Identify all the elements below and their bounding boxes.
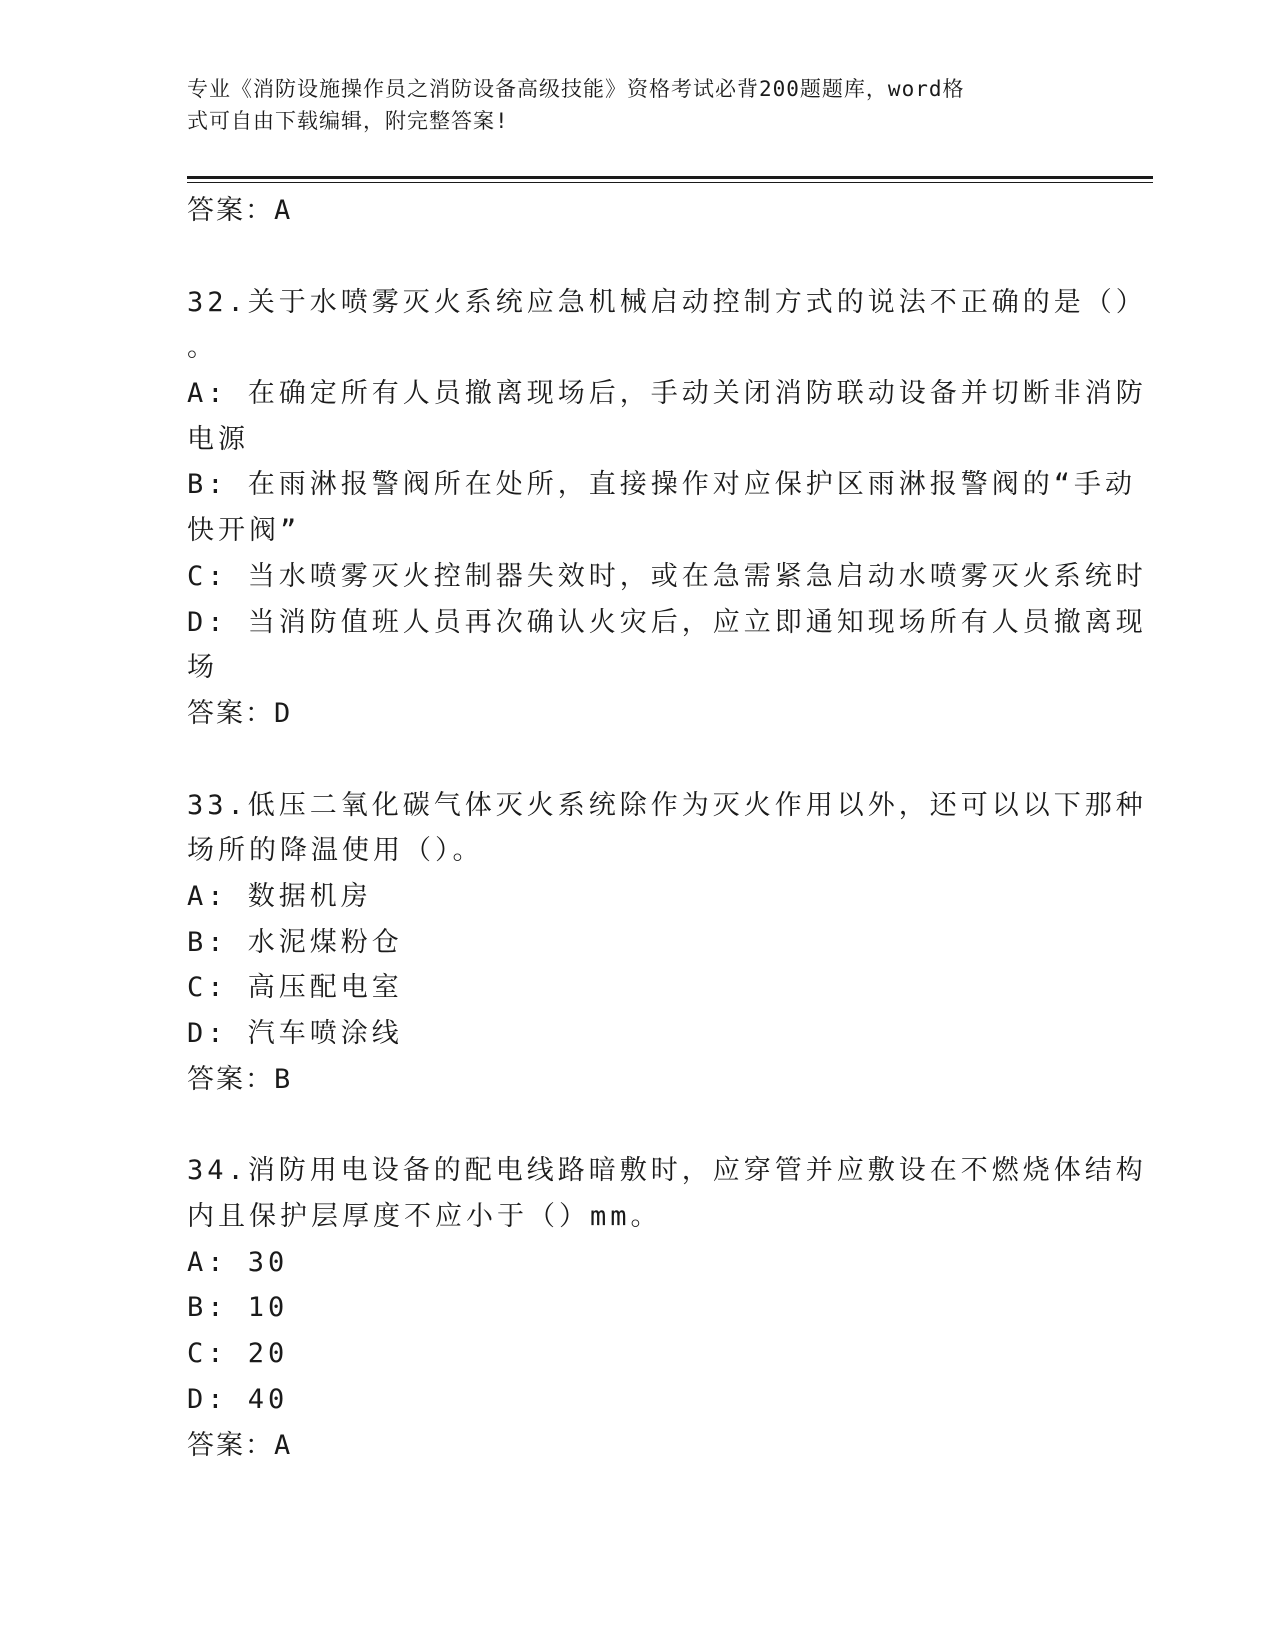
- header-line-1: 专业《消防设施操作员之消防设备高级技能》资格考试必背200题题库，word格: [187, 77, 965, 101]
- question-stem-line: 32.关于水喷雾灭火系统应急机械启动控制方式的说法不正确的是（）: [187, 286, 1147, 318]
- question-block: [187, 783, 1147, 1103]
- option-a-line: A: 在确定所有人员撤离现场后，手动关闭消防联动设备并切断非消防: [187, 378, 1147, 410]
- option-c-line: C: 高压配电室: [187, 972, 403, 1004]
- header-divider-thin: [187, 182, 1153, 183]
- spacer: [187, 737, 1087, 783]
- option-a-line: A: 数据机房: [187, 880, 372, 912]
- option-d-line: D: 汽车喷涂线: [187, 1018, 403, 1049]
- spacer: [187, 234, 1087, 280]
- answer-previous: 答案：A: [187, 195, 293, 226]
- answer-label: 答案：D: [187, 697, 293, 729]
- header-line-2: 式可自由下载编辑，附完整答案!: [187, 109, 509, 133]
- option-a-line: 电源: [187, 423, 249, 455]
- option-b-line: B: 水泥煤粉仓: [187, 926, 403, 958]
- question-stem-line: 33.低压二氧化碳气体灭火系统除作为灭火作用以外，还可以以下那种: [187, 789, 1147, 821]
- option-c-line: C: 20: [187, 1338, 289, 1370]
- question-block: [187, 1148, 1147, 1468]
- option-d-line: 场: [187, 652, 218, 684]
- option-a-line: A: 30: [187, 1246, 289, 1278]
- document-header: [187, 73, 1067, 137]
- answer-label: 答案：B: [187, 1063, 293, 1095]
- question-content: [187, 188, 1147, 1468]
- question-stem-line: 内且保护层厚度不应小于（）mm。: [187, 1201, 662, 1233]
- spacer: [187, 1102, 1087, 1148]
- option-d-line: D: 40: [187, 1383, 289, 1415]
- option-d-line: D: 当消防值班人员再次确认火灾后，应立即通知现场所有人员撤离现: [187, 606, 1147, 638]
- option-b-line: B: 10: [187, 1292, 289, 1324]
- answer-label: 答案：A: [187, 1429, 293, 1461]
- question-block: [187, 280, 1147, 737]
- option-c-line: C: 当水喷雾灭火控制器失效时，或在急需紧急启动水喷雾灭火系统时: [187, 560, 1147, 592]
- question-stem-line: 场所的降温使用（）。: [187, 835, 484, 867]
- option-b-line: B: 在雨淋报警阀所在处所，直接操作对应保护区雨淋报警阀的“手动: [187, 469, 1137, 501]
- question-stem-line: 34.消防用电设备的配电线路暗敷时，应穿管并应敷设在不燃烧体结构: [187, 1155, 1147, 1187]
- question-stem-line: 。: [187, 332, 218, 364]
- option-b-line: 快开阀”: [187, 515, 301, 547]
- header-divider-thick: [187, 176, 1153, 179]
